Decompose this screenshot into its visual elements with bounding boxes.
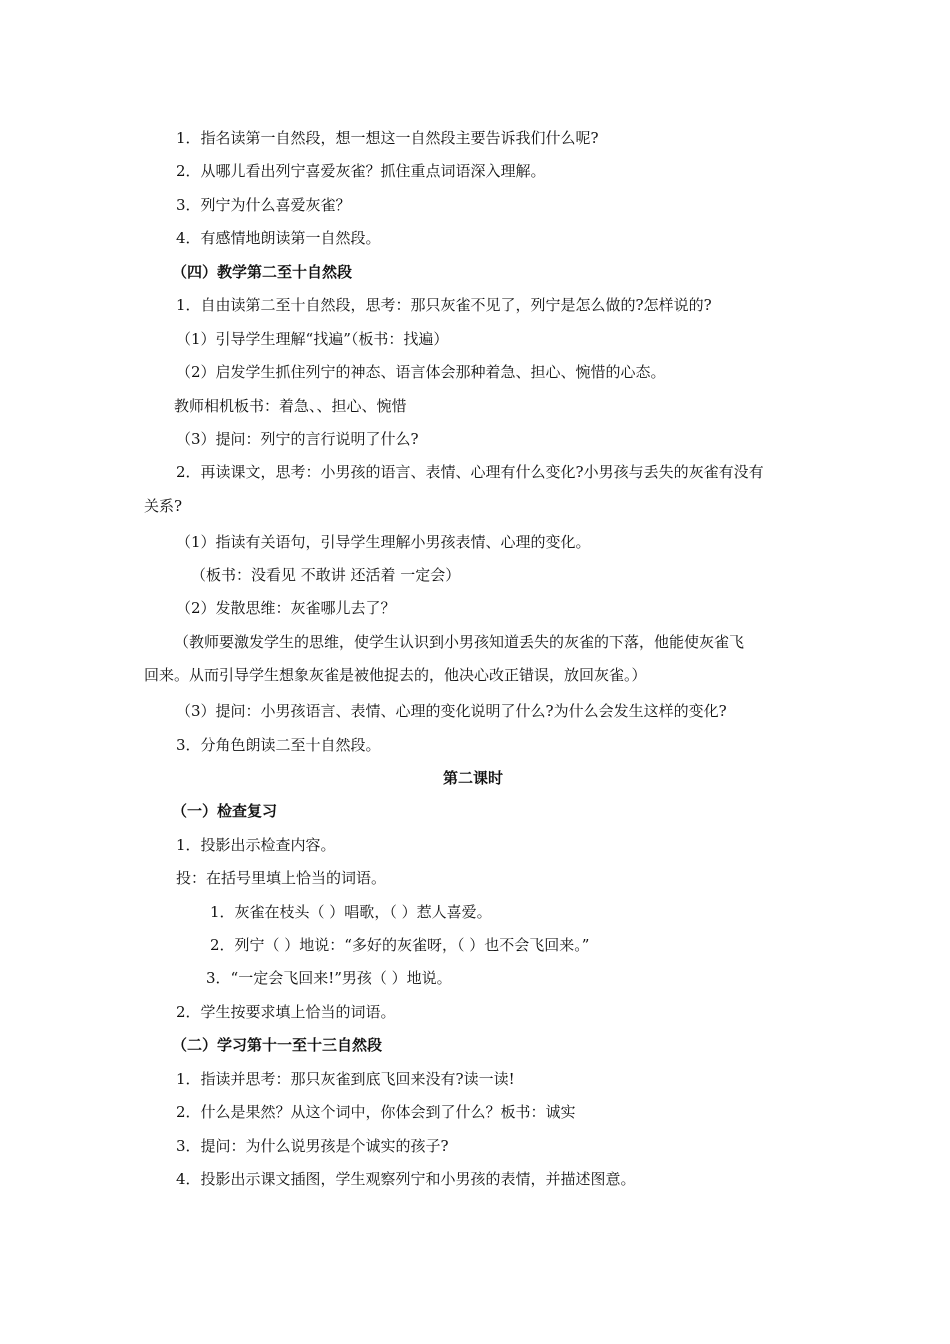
text-line: 4．有感情地朗读第一自然段。 <box>176 229 381 247</box>
text-line: 2．学生按要求填上恰当的词语。 <box>176 1003 396 1021</box>
exercise-item: 1．灰雀在枝头（ ）唱歌，（ ）惹人喜爱。 <box>210 903 492 921</box>
section-heading: （一）检查复习 <box>172 802 278 820</box>
text-line: 2．什么是果然？从这个词中，你体会到了什么？板书：诚实 <box>176 1103 576 1121</box>
text-line: 2．再读课文，思考：小男孩的语言、表情、心理有什么变化?小男孩与丢失的灰雀有没有 <box>176 463 764 481</box>
text-line: 3．提问：为什么说男孩是个诚实的孩子? <box>176 1137 449 1155</box>
lesson-title: 第二课时 <box>443 769 504 787</box>
section-heading: （二）学习第十一至十三自然段 <box>172 1036 383 1054</box>
text-line: 1．指名读第一自然段，想一想这一自然段主要告诉我们什么呢? <box>176 129 599 147</box>
exercise-item: 2．列宁（ ）地说：“多好的灰雀呀，（ ）也不会飞回来。” <box>210 936 590 954</box>
text-line: （1）引导学生理解“找遍”（板书：找遍） <box>176 330 449 348</box>
text-line: （板书：没看见 不敢讲 还活着 一定会） <box>191 566 461 584</box>
text-line: （3）提问：列宁的言行说明了什么? <box>176 430 419 448</box>
text-line: 回来。从而引导学生想象灰雀是被他捉去的，他决心改正错误，放回灰雀。） <box>144 666 647 684</box>
text-line: （教师要激发学生的思维，使学生认识到小男孩知道丢失的灰雀的下落，他能使灰雀飞 <box>174 633 745 651</box>
text-line: 1．投影出示检查内容。 <box>176 836 336 854</box>
section-heading: （四）教学第二至十自然段 <box>172 263 353 281</box>
text-line: （1）指读有关语句，引导学生理解小男孩表情、心理的变化。 <box>176 533 591 551</box>
text-line: 3．分角色朗读二至十自然段。 <box>176 736 381 754</box>
text-line: （2）启发学生抓住列宁的神态、语言体会那种着急、担心、惋惜的心态。 <box>176 363 666 381</box>
text-line: 投：在括号里填上恰当的词语。 <box>176 869 387 887</box>
text-line: （3）提问：小男孩语言、表情、心理的变化说明了什么?为什么会发生这样的变化? <box>176 702 727 720</box>
text-line: 1．自由读第二至十自然段，思考：那只灰雀不见了，列宁是怎么做的?怎样说的? <box>176 296 712 314</box>
text-line: 3．列宁为什么喜爱灰雀？ <box>176 196 351 214</box>
text-line: 关系? <box>144 497 183 515</box>
text-line: 教师相机板书：着急、、担心、惋惜 <box>174 397 407 415</box>
exercise-item: 3．“一定会飞回来!”男孩（ ）地说。 <box>206 969 452 987</box>
text-line: （2）发散思维：灰雀哪儿去了？ <box>176 599 396 617</box>
text-line: 4．投影出示课文插图，学生观察列宁和小男孩的表情，并描述图意。 <box>176 1170 636 1188</box>
text-line: 1．指读并思考：那只灰雀到底飞回来没有?读一读! <box>176 1070 515 1088</box>
text-line: 2．从哪儿看出列宁喜爱灰雀？抓住重点词语深入理解。 <box>176 162 546 180</box>
